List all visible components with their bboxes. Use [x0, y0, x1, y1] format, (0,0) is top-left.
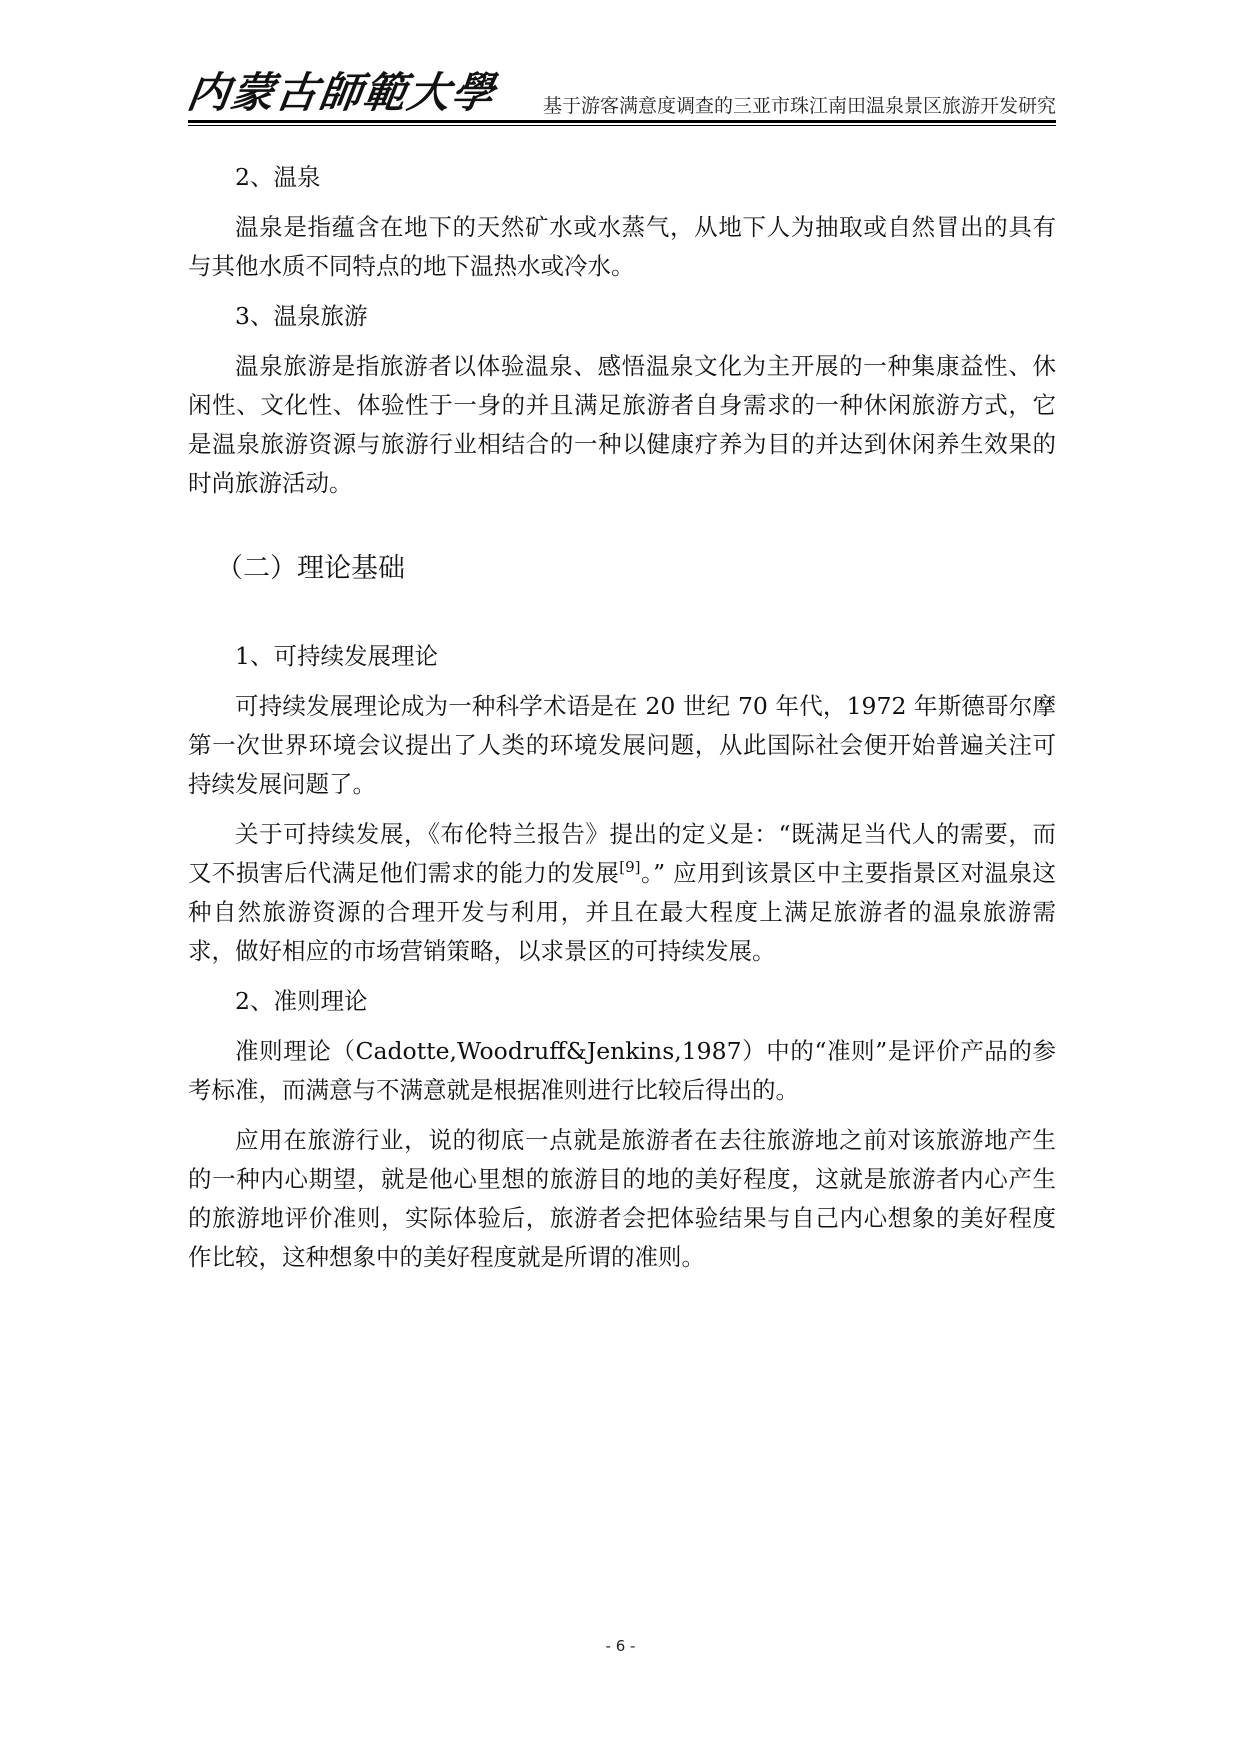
paragraph-hot-spring: 温泉是指蕴含在地下的天然矿水或水蒸气，从地下人为抽取或自然冒出的具有与其他水质不同特点的地下温热水或冷水。	[188, 213, 1056, 280]
paragraph-sustainable-2	[188, 815, 1056, 971]
header-title: 基于游客满意度调查的三亚市珠江南田温泉景区旅游开发研究	[542, 95, 1056, 117]
paragraph-hot-spring-tourism: 温泉旅游是指旅游者以体验温泉、感悟温泉文化为主开展的一种集康益性、休闲性、文化性、体验性于一身的并且满足旅游者自身需求的一种休闲旅游方式，它是温泉旅游资源与旅游行业相结合的一种以健康疗养为目的并达到休闲养生效果的时尚旅游活动。	[188, 352, 1056, 497]
subheading-hot-spring-tourism: 3、温泉旅游	[235, 302, 368, 330]
header-rule-thick	[188, 120, 1056, 123]
university-logo: 内蒙古師範大學	[184, 68, 500, 117]
page-header	[184, 68, 1056, 124]
subheading-norm-theory: 2、准则理论	[235, 987, 368, 1015]
paragraph-norm-2: 应用在旅游行业，说的彻底一点就是旅游者在去往旅游地之前对该旅游地产生的一种内心期望，就是他心里想的旅游目的地的美好程度，这就是旅游者内心产生的旅游地评价准则，实际体验后，旅游者会把体验结果与自己内心想象的美好程度作比较，这种想象中的美好程度就是所谓的准则。	[188, 1126, 1056, 1271]
page-number: - 6 -	[605, 1637, 636, 1655]
section-heading-theory: （二）理论基础	[216, 553, 405, 584]
document-body	[188, 158, 1056, 1288]
citation-reference: [9]	[619, 858, 641, 877]
header-rule-thin	[188, 125, 1056, 126]
subheading-hot-spring: 2、温泉	[235, 163, 321, 191]
paragraph-sustainable-1: 可持续发展理论成为一种科学术语是在 20 世纪 70 年代，1972 年斯德哥尔摩第一次世界环境会议提出了人类的环境发展问题，从此国际社会便开始普遍关注可持续发展问题了。	[188, 692, 1056, 798]
paragraph-norm-1: 准则理论（Cadotte,Woodruff&Jenkins,1987）中的“准则”是评价产品的参考标准，而满意与不满意就是根据准则进行比较后得出的。	[188, 1037, 1056, 1104]
paragraph-sustainable-2-part-b: 。” 应用到该景区中主要指景区对温泉这种自然旅游资源的合理开发与利用，并且在最大程度上满足旅游者的温泉旅游需求，做好相应的市场营销策略，以求景区的可持续发展。	[188, 859, 1057, 965]
subheading-sustainable: 1、可持续发展理论	[235, 642, 438, 670]
paragraph-sustainable-2-part-a: 关于可持续发展，《布伦特兰报告》提出的定义是：“既满足当代人的需要，而又不损害后代满足他们需求的能力的发展	[188, 820, 1056, 887]
